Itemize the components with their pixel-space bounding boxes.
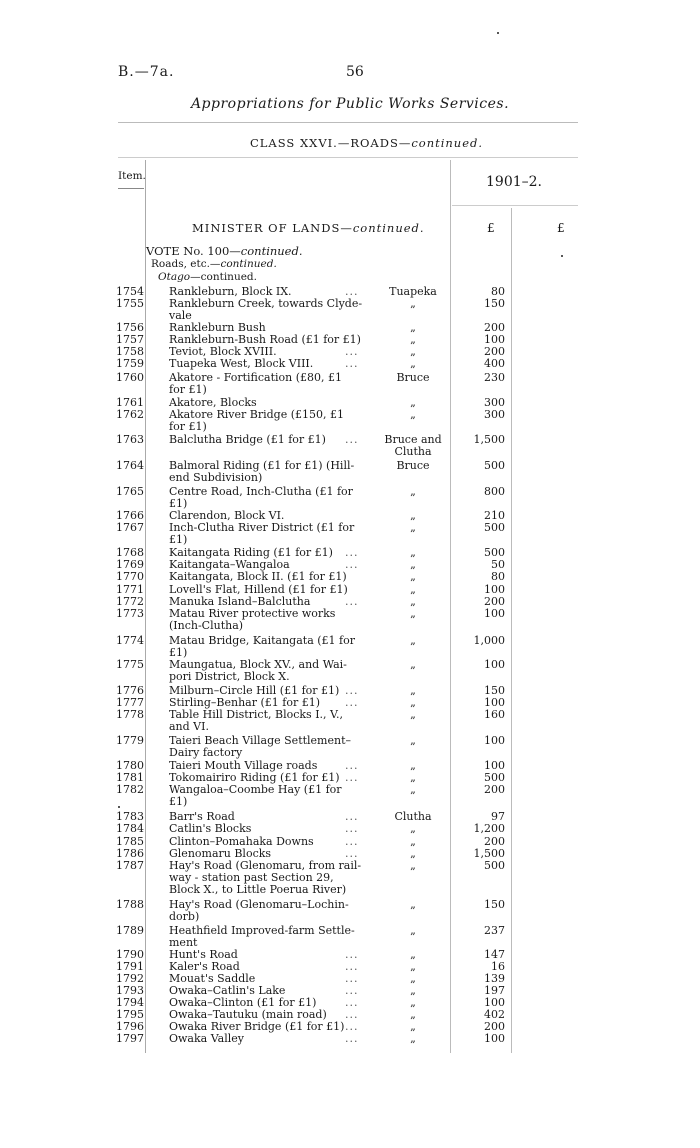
district: Bruce [396,371,430,384]
year-column-header: 1901–2. [486,174,542,190]
item-number: 1784 [116,822,144,835]
item-number: 1797 [116,1032,144,1045]
district: „ [410,357,416,370]
item-number: 1769 [116,558,144,571]
table-row [0,596,700,608]
amount: 800 [484,485,505,498]
item-description: Akatore, Blocks [169,396,257,409]
item-number: 1770 [116,570,144,583]
amount: 200 [484,345,505,358]
amount: 1,500 [473,847,505,860]
pound-sign-1: £ [487,221,495,235]
table-row [0,783,700,808]
amount: 139 [484,972,505,985]
amount: 100 [484,333,505,346]
district: „ [410,972,416,985]
item-description: Matau Bridge, Kaitangata (£1 for £1) [169,634,355,659]
amount: 147 [484,948,505,961]
leader-dots: ... [345,1032,359,1045]
district: „ [410,321,416,334]
table-row [0,559,700,571]
amount: 300 [484,396,505,409]
amount: 200 [484,595,505,608]
district: „ [410,708,416,721]
item-description: Taieri Beach Village Settlement– Dairy factory [169,734,352,759]
item-description: Owaka Valley [169,1032,244,1045]
amount: 150 [484,898,505,911]
item-number: 1757 [116,333,144,346]
item-number: 1765 [116,485,144,498]
district: „ [410,948,416,961]
table-row [0,571,700,583]
item-description: Matau River protective works (Inch-Clutha) [169,607,336,632]
district: „ [410,607,416,620]
amount: 100 [484,996,505,1009]
pound-sign-2: £ [557,221,565,235]
item-description: Owaka–Catlin's Lake [169,984,286,997]
table-row [0,297,700,322]
district: Bruce [396,459,430,472]
district: „ [410,684,416,697]
amount: 50 [491,558,505,571]
district: „ [410,297,416,310]
leader-dots: ... [345,357,359,370]
table-row [0,485,700,510]
amount: 500 [484,521,505,534]
table-row [0,772,700,784]
amount: 150 [484,684,505,697]
leader-dots: ... [345,684,359,697]
item-description: Kaitangata Riding (£1 for £1) [169,546,333,559]
item-number: 1786 [116,847,144,860]
amount: 16 [491,960,505,973]
amount: 80 [491,570,505,583]
class-title [250,136,483,150]
item-number: 1796 [116,1020,144,1033]
amount: 500 [484,859,505,872]
leader-dots: ... [345,948,359,961]
item-number: 1794 [116,996,144,1009]
leader-dots: ... [345,285,359,298]
district: Clutha [394,810,432,823]
amount: 80 [491,285,505,298]
item-number: 1763 [116,433,144,446]
vote-heading-main: VOTE No. 100— [146,244,241,258]
amount: 100 [484,658,505,671]
amount: 500 [484,771,505,784]
vote-heading-continued: continued. [240,244,303,258]
leader-dots: ... [345,558,359,571]
amount: 100 [484,583,505,596]
item-description: Maungatua, Block XV., and Wai- pori District, Block X. [169,658,347,683]
table-row [0,371,700,396]
vote-heading [146,244,303,258]
item-description: Centre Road, Inch-Clutha (£1 for £1) [169,485,353,510]
item-column-header: Item. [118,170,146,182]
district: „ [410,634,416,647]
leader-dots: ... [345,696,359,709]
print-speck [497,32,499,34]
item-number: 1789 [116,924,144,937]
amount: 300 [484,408,505,421]
leader-dots: ... [345,759,359,772]
district: „ [410,898,416,911]
district: „ [410,996,416,1009]
item-number: 1755 [116,297,144,310]
item-description: Clinton–Pomahaka Downs [169,835,314,848]
item-description: Balmoral Riding (£1 for £1) (Hill- end Subdivision) [169,459,355,484]
amount: 100 [484,1032,505,1045]
district: „ [410,570,416,583]
table-row [0,708,700,733]
item-number: 1754 [116,285,144,298]
leader-dots: ... [345,972,359,985]
item-description: Kaler's Road [169,960,240,973]
amount: 100 [484,734,505,747]
district: „ [410,546,416,559]
district: „ [410,583,416,596]
item-description: Mouat's Saddle [169,972,256,985]
leader-dots: ... [345,822,359,835]
amount: 237 [484,924,505,937]
table-row [0,924,700,949]
item-description: Akatore River Bridge (£150, £1 for £1) [169,408,344,433]
amount: 100 [484,607,505,620]
item-number: 1777 [116,696,144,709]
district: „ [410,345,416,358]
item-description: Table Hill District, Blocks I., V., and VI. [169,708,344,733]
amount: 210 [484,509,505,522]
district: „ [410,847,416,860]
item-description: Taieri Mouth Village roads [169,759,318,772]
district: „ [410,1032,416,1045]
district: „ [410,835,416,848]
table-row [0,859,700,896]
table-row [0,634,700,659]
item-description: Teviot, Block XVIII. [169,345,277,358]
leader-dots: ... [345,345,359,358]
item-number: 1767 [116,521,144,534]
item-description: Rankleburn Creek, towards Clyde- vale [169,297,363,322]
table-row [0,658,700,683]
item-number: 1759 [116,357,144,370]
divider [118,157,578,158]
item-number: 1780 [116,759,144,772]
item-number: 1775 [116,658,144,671]
district: „ [410,859,416,872]
item-description: Owaka River Bridge (£1 for £1) [169,1020,345,1033]
amount: 97 [491,810,505,823]
table-row [0,734,700,759]
item-description: Rankleburn-Bush Road (£1 for £1) [169,333,361,346]
class-title-main: CLASS XXVI.—ROADS— [250,136,412,150]
item-number: 1781 [116,771,144,784]
district: „ [410,485,416,498]
table-row [0,697,700,709]
item-number: 1772 [116,595,144,608]
roads-subheading [151,258,277,270]
table-row [0,1033,700,1045]
item-number: 1760 [116,371,144,384]
item-number: 1785 [116,835,144,848]
amount: 150 [484,297,505,310]
amount: 160 [484,708,505,721]
leader-dots: ... [345,546,359,559]
district: „ [410,558,416,571]
item-number: 1771 [116,583,144,596]
item-description: Kaitangata–Wangaloa [169,558,290,571]
page-title: Appropriations for Public Works Services. [190,96,510,112]
item-description: Lovell's Flat, Hillend (£1 for £1) [169,583,348,596]
item-description: Clarendon, Block VI. [169,509,285,522]
item-description: Glenomaru Blocks [169,847,272,860]
amount: 1,200 [473,822,505,835]
table-row [0,397,700,409]
item-description: Hay's Road (Glenomaru–Lochin- dorb) [169,898,349,923]
district: „ [410,984,416,997]
leader-dots: ... [345,1008,359,1021]
amount: 402 [484,1008,505,1021]
table-row [0,433,700,458]
region-name: Otago [158,271,191,283]
district: „ [410,771,416,784]
item-number: 1776 [116,684,144,697]
item-description: Kaitangata, Block II. (£1 for £1) [169,570,347,583]
item-number: 1762 [116,408,144,421]
item-number: 1788 [116,898,144,911]
district: „ [410,960,416,973]
amount: 200 [484,783,505,796]
district: „ [410,734,416,747]
leader-dots: ... [345,771,359,784]
amount: 200 [484,1020,505,1033]
district: „ [410,783,416,796]
item-number: 1766 [116,509,144,522]
table-row [0,823,700,835]
table-row [0,459,700,484]
leader-dots: ... [345,1020,359,1033]
item-number: 1793 [116,984,144,997]
leader-dots: ... [345,835,359,848]
divider [452,205,578,206]
item-description: Heathfield Improved-farm Settle- ment [169,924,355,949]
item-description: Wangaloa–Coombe Hay (£1 for £1) [169,783,342,808]
item-number: 1790 [116,948,144,961]
table-row [0,358,700,370]
amount: 500 [484,459,505,472]
amount: 100 [484,759,505,772]
district: „ [410,521,416,534]
item-description: Barr's Road [169,810,235,823]
item-number: 1792 [116,972,144,985]
item-number: 1779 [116,734,144,747]
item-number: 1795 [116,1008,144,1021]
item-number: 1764 [116,459,144,472]
item-description: Tokomairiro Riding (£1 for £1) [169,771,340,784]
class-title-continued: continued. [411,136,484,150]
table-row [0,607,700,632]
amount: 100 [484,696,505,709]
district: „ [410,1020,416,1033]
table-row [0,898,700,923]
item-number: 1768 [116,546,144,559]
item-number: 1778 [116,708,144,721]
document-reference: B.—7a. [118,64,175,80]
district: Bruce and Clutha [384,433,442,458]
item-description: Milburn–Circle Hill (£1 for £1) [169,684,340,697]
district: „ [410,396,416,409]
district: „ [410,696,416,709]
item-description: Tuapeka West, Block VIII. [169,357,314,370]
item-description: Stirling–Benhar (£1 for £1) [169,696,320,709]
item-description: Hunt's Road [169,948,238,961]
table-row [0,408,700,433]
item-number: 1787 [116,859,144,872]
amount: 200 [484,321,505,334]
item-number: 1783 [116,810,144,823]
item-number: 1791 [116,960,144,973]
item-description: Manuka Island–Balclutha [169,595,311,608]
minister-heading-continued: continued. [352,221,425,235]
leader-dots: ... [345,996,359,1009]
item-number: 1774 [116,634,144,647]
item-number: 1773 [116,607,144,620]
print-speck [561,255,563,257]
item-description: Owaka–Tautuku (main road) [169,1008,327,1021]
item-number: 1758 [116,345,144,358]
amount: 1,500 [473,433,505,446]
divider [118,188,144,189]
amount: 197 [484,984,505,997]
district: „ [410,1008,416,1021]
roads-subheading-continued: continued. [220,258,277,270]
district: „ [410,509,416,522]
minister-heading-main: MINISTER OF LANDS— [192,221,353,235]
item-description: Akatore - Fortification (£80, £1 for £1) [169,371,343,396]
table-row [0,521,700,546]
item-number: 1756 [116,321,144,334]
amount: 200 [484,835,505,848]
district: „ [410,595,416,608]
item-description: Owaka–Clinton (£1 for £1) [169,996,317,1009]
item-number: 1782 [116,783,144,796]
page-number: 56 [346,64,364,80]
leader-dots: ... [345,433,359,446]
leader-dots: ... [345,810,359,823]
district: „ [410,924,416,937]
amount: 230 [484,371,505,384]
amount: 500 [484,546,505,559]
item-description: Inch-Clutha River District (£1 for £1) [169,521,355,546]
leader-dots: ... [345,984,359,997]
district: „ [410,333,416,346]
leader-dots: ... [345,847,359,860]
item-description: Hay's Road (Glenomaru, from rail- way - station past Section 29, Block X., to Little Poerua River) [169,859,362,896]
minister-heading [192,221,425,235]
roads-subheading-main: Roads, etc.— [151,258,221,270]
item-description: Rankleburn, Block IX. [169,285,292,298]
district: „ [410,759,416,772]
item-number: 1761 [116,396,144,409]
print-speck [118,806,120,808]
leader-dots: ... [345,960,359,973]
district: „ [410,408,416,421]
amount: 400 [484,357,505,370]
district: „ [410,658,416,671]
item-description: Catlin's Blocks [169,822,252,835]
district: Tuapeka [389,285,437,298]
region-continued: —continued. [190,271,257,283]
item-description: Rankleburn Bush [169,321,266,334]
district: „ [410,822,416,835]
item-description: Balclutha Bridge (£1 for £1) [169,433,326,446]
amount: 1,000 [473,634,505,647]
region-subheading [158,271,257,283]
divider [118,122,578,123]
leader-dots: ... [345,595,359,608]
